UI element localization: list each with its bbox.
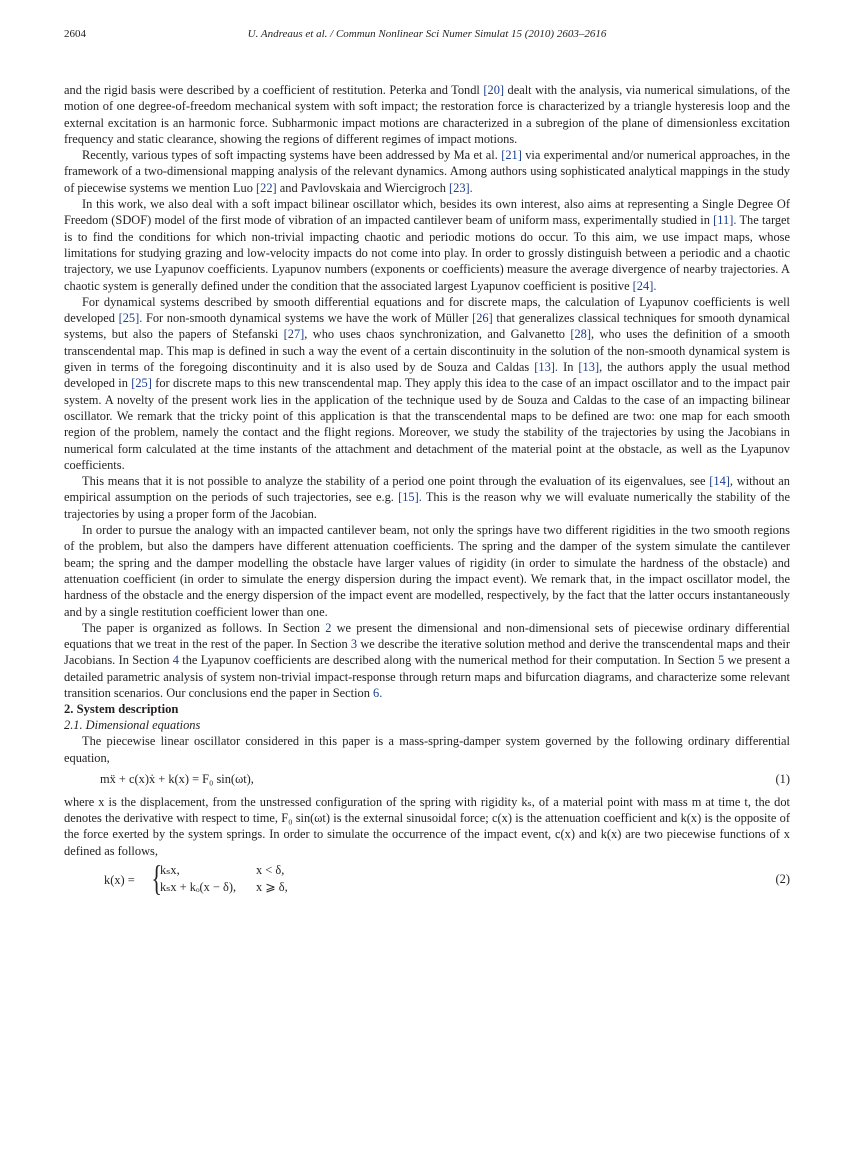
paragraph-2: Recently, various types of soft impacting systems have been addressed by Ma et al. [21] via experimental and/or numerical approaches, in the framework of a two-dimensional mapping analysis of the relevant dynamics. Among authors using sophisticated analytical mappings in the study of piecewise systems we mention Luo [22] and Pavlovskaia and Wiercigroch [23].: [64, 148, 790, 195]
ref-link-11[interactable]: [11].: [713, 213, 737, 228]
ref-link-25-second[interactable]: [25]: [131, 376, 152, 391]
equation-2-number: (2): [775, 872, 790, 887]
article-body: [64, 82, 790, 899]
journal-citation-line: U. Andreaus et al. / Commun Nonlinear Sci Numer Simulat 15 (2010) 2603–2616: [247, 28, 607, 40]
ref-link-22[interactable]: [22]: [256, 180, 277, 195]
paragraph-9: where x is the displacement, from the unstressed configuration of the spring with rigidity kₛ, of a material point with mass m at time t, the dot denotes the derivative with respect to time, F₀ sin(ωt) is the external sinusoidal force; c(x) is the attenuation coefficient and k(x) is the opposite of the force exerted by the system springs. In order to simulate the occurrence of the impact event, c(x) and k(x) are two piecewise functions of x defined as follows,: [64, 794, 790, 858]
ref-link-13[interactable]: [13].: [534, 360, 559, 375]
subsection-heading: 2.1. Dimensional equations: [64, 718, 201, 733]
equation-2-condition-2: x ⩾ δ,: [256, 880, 288, 895]
paragraph-8: The piecewise linear oscillator considered in this paper is a mass-spring-damper system governed by the following ordinary differential equation,: [64, 734, 790, 765]
section-link-2[interactable]: 2: [325, 620, 332, 635]
ref-link-25[interactable]: [25].: [118, 311, 143, 326]
section-link-3[interactable]: 3: [350, 637, 358, 652]
ref-link-14[interactable]: [14]: [709, 474, 730, 489]
running-head: [64, 26, 790, 42]
section-link-6[interactable]: 6.: [373, 685, 383, 700]
equation-2: [64, 858, 790, 899]
paragraph-1: and the rigid basis were described by a coefficient of restitution. Peterka and Tondl [20] dealt with the analysis, via numerical simulations, of the motion of one degree-of-freedom mechanical system with soft impact; the restoration force is characterized by a triangle hysteresis loop and the external excitation is an harmonic force. Subharmonic impact motions are characterized in a subregion of the plane of dimensionless excitation frequency and static clearance, showing the regions of different regimes of impact motions.: [64, 83, 791, 146]
ref-link-13-second[interactable]: [13]: [578, 360, 600, 375]
equation-2-case-1: kₛx,: [160, 863, 180, 878]
ref-link-24[interactable]: [24].: [632, 278, 657, 293]
paragraph-3: In this work, we also deal with a soft impact bilinear oscillator which, besides its own interest, also aims at representing a Single Degree Of Freedom (SDOF) model of the first mode of vibration of an impacted cantilever beam of uniform mass, experimentally studied in [11]. The target is to find the conditions for which non-trivial impacting chaotic and periodic motions do occur. To this aim, we use impact maps, whose limitations for studying grazing and low-velocity impacts do not come into play. In order to grossly distinguish between a periodic and a chaotic trajectory, we use Lyapunov coefficients. Lyapunov numbers (exponents or coefficients) measure the average divergence of nearby trajectories. A chaotic system is generally defined under the condition that the associated largest Lyapunov coefficient is positive [24].: [64, 197, 790, 293]
equation-2-condition-1: x < δ,: [256, 863, 285, 878]
section-heading: 2. System description: [64, 702, 179, 717]
ref-link-27[interactable]: [27]: [283, 327, 305, 342]
section-link-4[interactable]: 4: [172, 653, 179, 668]
equation-1-body: mẍ + c(x)ẋ + k(x) = F₀ sin(ωt),: [100, 771, 254, 786]
paragraph-5: This means that it is not possible to analyze the stability of a period one point through the evaluation of its eigenvalues, see [14], without an empirical assumption on the periods of such trajectories, see e.g. [15]. This is the reason why we will evaluate numerically the stability of the trajectories by using a proper form of the Jacobian.: [64, 474, 790, 521]
equation-2-case-2: kₛx + kₒ(x − δ),: [160, 880, 237, 895]
paragraph-6: In order to pursue the analogy with an impacted cantilever beam, not only the springs have two different rigidities in the two smooth regions of the problem, but also the dampers have different attenuation coefficients. The spring and the damper of the system simulate the cantilever beam; the spring and the damper modelling the obstacle have larger values of rigidity (in order to simulate the hardness of the obstacle) and attenuation coefficient (in order to simulate the energy dispersion during the impact event). We remark that, in the impact oscillator model, the hardness of the obstacle and the energy dispersion of the impact event are modelled, respectively, by the fact that the latter occurs instantaneously and by a single restitution coefficient lower than one.: [64, 523, 790, 619]
equation-1: [64, 768, 790, 790]
ref-link-28[interactable]: [28]: [570, 327, 591, 342]
page-number: 2604: [64, 28, 86, 40]
paragraph-7: The paper is organized as follows. In Section 2 we present the dimensional and non-dimensional sets of piecewise ordinary differential equations that we treat in the rest of the paper. In Section 3 we describe the iterative solution method and derive the transcendental maps and their Jacobians. In Section 4 the Lyapunov coefficients are described along with the numerical method for their computation. In Section 5 we present a detailed parametric analysis of system non-trivial impact-response through return maps and bifurcation diagrams, and characterize some relevant transition scenarios. Our conclusions end the paper in Section 6.: [64, 620, 791, 700]
ref-link-20[interactable]: [20]: [483, 83, 505, 97]
equation-2-lhs: k(x) =: [104, 873, 135, 888]
ref-link-23[interactable]: [23].: [449, 180, 473, 195]
section-link-5[interactable]: 5: [718, 653, 725, 668]
equation-1-number: (1): [775, 771, 790, 786]
ref-link-26[interactable]: [26]: [472, 311, 493, 326]
ref-link-21[interactable]: [21]: [501, 148, 522, 163]
paragraph-4: For dynamical systems described by smooth differential equations and for discrete maps, the calculation of Lyapunov coefficients is well developed [25]. For non-smooth dynamical systems we have the work of Müller [26] that generalizes classical techniques for smooth dynamical systems, but also the papers of Stefanski [27], who uses chaos synchronization, and Galvanetto [28], who uses the definition of a smooth transcendental map. This map is defined in such a way the event of a certain discontinuity in the solution of the non-smooth dynamical system is given in terms of the foregoing discontinuity and it is also used by de Souza and Caldas [13]. In [13], the authors apply the usual method developed in [25] for discrete maps to this new transcendental map. They apply this idea to the case of an impact oscillator and to the impact pair system. A novelty of the present work lies in the application of the technique used by de Souza and Caldas to the case of an impacting bilinear oscillator. We remark that the tricky point of this application is that the transcendental maps to be defined are two: one map for each smooth region of the problem, namely the contact and the flight regions. Moreover, we study the stability of the trajectories by using the Jacobians in numerical form calculated at the time instants of the attachment and detachment of the material point at the obstacle, as well as the Lyapunov coefficients.: [64, 294, 790, 472]
ref-link-15[interactable]: [15].: [398, 490, 422, 505]
left-brace-icon: {: [151, 858, 162, 899]
